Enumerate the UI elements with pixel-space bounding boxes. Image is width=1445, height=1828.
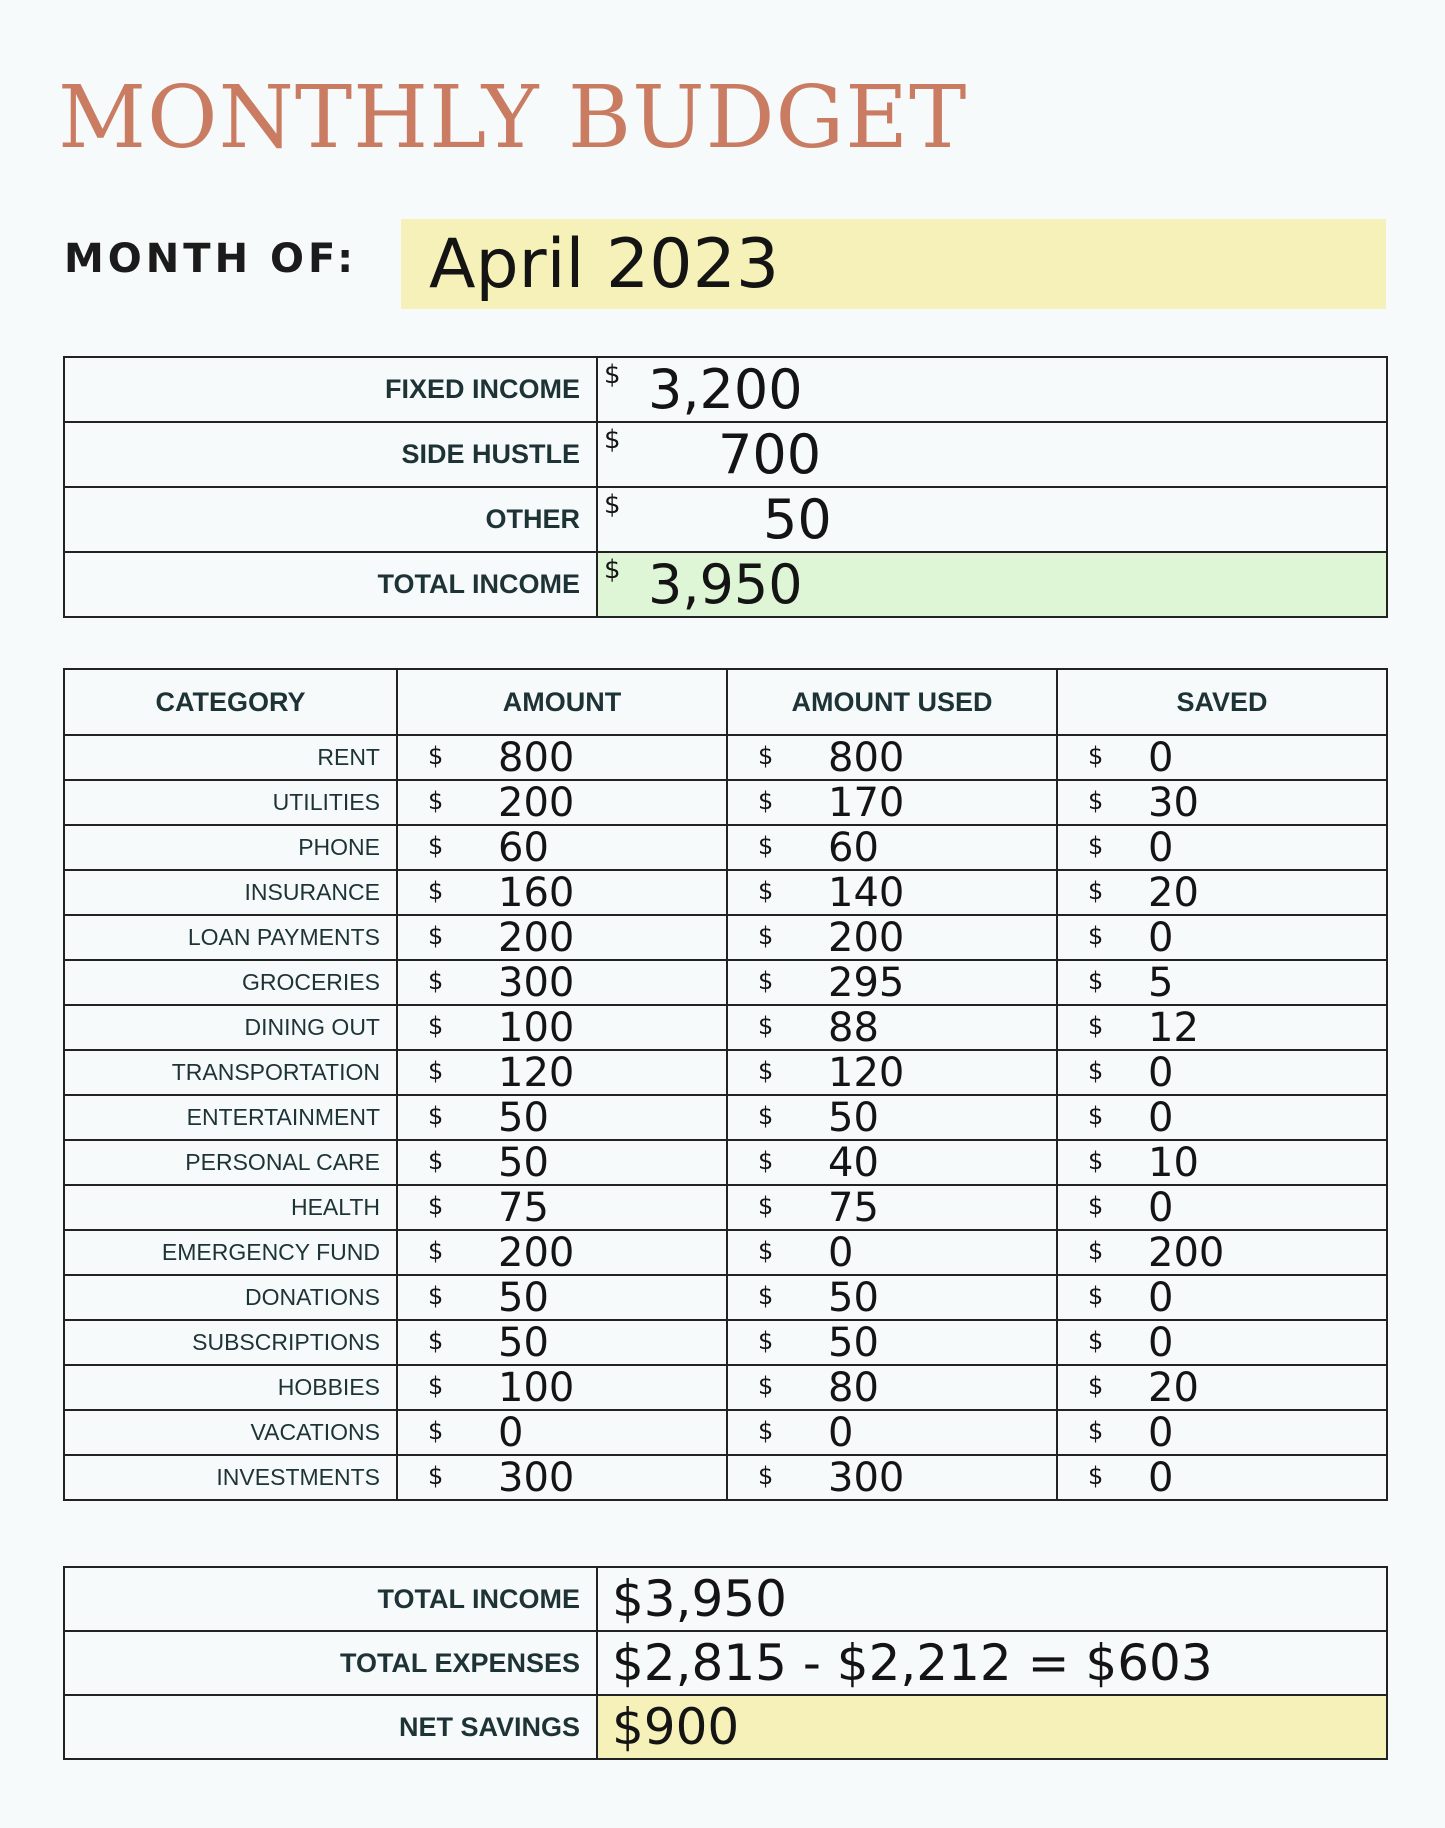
dollar-sign: $	[758, 1147, 774, 1175]
summary-table	[63, 1566, 1388, 1760]
category-label: RENT	[64, 735, 397, 780]
dollar-sign: $	[1088, 1282, 1104, 1310]
summary-row-net-savings	[64, 1695, 1387, 1759]
dollar-sign: $	[428, 1192, 444, 1220]
category-label: TRANSPORTATION	[64, 1050, 397, 1095]
expense-row	[64, 1095, 1387, 1140]
saved-field[interactable]	[1057, 1320, 1387, 1365]
used-field[interactable]	[727, 1275, 1057, 1320]
amount-field[interactable]	[397, 825, 727, 870]
category-label: EMERGENCY FUND	[64, 1230, 397, 1275]
saved-field[interactable]	[1057, 1185, 1387, 1230]
expense-row	[64, 1410, 1387, 1455]
dollar-sign: $	[604, 490, 621, 520]
amount-value: 50	[498, 1319, 549, 1366]
used-field[interactable]	[727, 1320, 1057, 1365]
expense-row	[64, 1365, 1387, 1410]
summary-label: NET SAVINGS	[64, 1695, 597, 1759]
used-value: 88	[828, 1004, 879, 1051]
saved-field[interactable]	[1057, 960, 1387, 1005]
expense-rows	[64, 735, 1387, 1500]
dollar-sign: $	[428, 1462, 444, 1490]
category-label: INVESTMENTS	[64, 1455, 397, 1500]
dollar-sign: $	[758, 742, 774, 770]
income-value-field[interactable]	[597, 357, 1387, 422]
dollar-sign: $	[758, 1057, 774, 1085]
saved-field[interactable]	[1057, 1230, 1387, 1275]
amount-field[interactable]	[397, 1455, 727, 1500]
summary-label: TOTAL EXPENSES	[64, 1631, 597, 1695]
dollar-sign: $	[758, 967, 774, 995]
summary-value: $3,950	[612, 1570, 787, 1628]
dollar-sign: $	[428, 832, 444, 860]
summary-value: $900	[612, 1698, 740, 1756]
summary-value-field[interactable]	[597, 1631, 1387, 1695]
income-label: TOTAL INCOME	[64, 552, 597, 617]
dollar-sign: $	[604, 360, 621, 390]
used-field[interactable]	[727, 915, 1057, 960]
dollar-sign: $	[758, 1327, 774, 1355]
dollar-sign: $	[1088, 1057, 1104, 1085]
net-savings-field[interactable]	[597, 1695, 1387, 1759]
amount-value: 160	[498, 869, 575, 916]
saved-value: 10	[1148, 1139, 1199, 1186]
expense-row	[64, 1005, 1387, 1050]
income-row-total	[64, 552, 1387, 617]
used-value: 140	[828, 869, 905, 916]
dollar-sign: $	[428, 1057, 444, 1085]
expense-row	[64, 735, 1387, 780]
amount-value: 60	[498, 824, 549, 871]
expense-row	[64, 960, 1387, 1005]
saved-field[interactable]	[1057, 1140, 1387, 1185]
used-field[interactable]	[727, 1365, 1057, 1410]
used-field[interactable]	[727, 870, 1057, 915]
category-label: PERSONAL CARE	[64, 1140, 397, 1185]
header-saved: SAVED	[1057, 669, 1387, 735]
amount-value: 50	[498, 1094, 549, 1141]
summary-label: TOTAL INCOME	[64, 1567, 597, 1631]
dollar-sign: $	[428, 1372, 444, 1400]
dollar-sign: $	[428, 1147, 444, 1175]
dollar-sign: $	[1088, 742, 1104, 770]
saved-value: 0	[1148, 1409, 1174, 1456]
dollar-sign: $	[758, 1282, 774, 1310]
dollar-sign: $	[428, 1237, 444, 1265]
month-label: MONTH OF:	[64, 236, 358, 282]
category-label: DINING OUT	[64, 1005, 397, 1050]
summary-value-field[interactable]	[597, 1567, 1387, 1631]
dollar-sign: $	[758, 832, 774, 860]
saved-value: 5	[1148, 959, 1174, 1006]
category-label: PHONE	[64, 825, 397, 870]
saved-value: 0	[1148, 1274, 1174, 1321]
income-table	[63, 356, 1388, 618]
dollar-sign: $	[1088, 922, 1104, 950]
amount-value: 300	[498, 959, 575, 1006]
used-value: 300	[828, 1454, 905, 1501]
dollar-sign: $	[428, 1327, 444, 1355]
expense-row	[64, 780, 1387, 825]
dollar-sign: $	[758, 787, 774, 815]
dollar-sign: $	[1088, 1012, 1104, 1040]
saved-value: 0	[1148, 1049, 1174, 1096]
saved-field[interactable]	[1057, 1275, 1387, 1320]
expense-row	[64, 870, 1387, 915]
expense-header-row	[64, 669, 1387, 735]
used-value: 170	[828, 779, 905, 826]
income-row-side-hustle	[64, 422, 1387, 487]
category-label: SUBSCRIPTIONS	[64, 1320, 397, 1365]
used-field[interactable]	[727, 735, 1057, 780]
dollar-sign: $	[428, 742, 444, 770]
category-label: HOBBIES	[64, 1365, 397, 1410]
dollar-sign: $	[1088, 1372, 1104, 1400]
summary-row-expenses	[64, 1631, 1387, 1695]
dollar-sign: $	[428, 967, 444, 995]
income-label: OTHER	[64, 487, 597, 552]
used-field[interactable]	[727, 1410, 1057, 1455]
amount-field[interactable]	[397, 1005, 727, 1050]
amount-field[interactable]	[397, 1410, 727, 1455]
saved-field[interactable]	[1057, 1095, 1387, 1140]
amount-field[interactable]	[397, 1230, 727, 1275]
income-value-field[interactable]	[597, 422, 1387, 487]
amount-field[interactable]	[397, 1140, 727, 1185]
income-row-fixed	[64, 357, 1387, 422]
saved-value: 30	[1148, 779, 1199, 826]
saved-value: 12	[1148, 1004, 1199, 1051]
saved-value: 0	[1148, 824, 1174, 871]
amount-field[interactable]	[397, 735, 727, 780]
dollar-sign: $	[1088, 1147, 1104, 1175]
expense-row	[64, 915, 1387, 960]
used-value: 0	[828, 1229, 854, 1276]
used-field[interactable]	[727, 1005, 1057, 1050]
dollar-sign: $	[1088, 832, 1104, 860]
expense-row	[64, 1230, 1387, 1275]
dollar-sign: $	[1088, 787, 1104, 815]
saved-value: 20	[1148, 869, 1199, 916]
used-value: 80	[828, 1364, 879, 1411]
header-category: CATEGORY	[64, 669, 397, 735]
amount-field[interactable]	[397, 1320, 727, 1365]
category-label: ENTERTAINMENT	[64, 1095, 397, 1140]
dollar-sign: $	[1088, 1462, 1104, 1490]
dollar-sign: $	[604, 555, 621, 585]
dollar-sign: $	[758, 1192, 774, 1220]
saved-value: 0	[1148, 734, 1174, 781]
saved-value: 0	[1148, 1094, 1174, 1141]
amount-value: 200	[498, 914, 575, 961]
saved-field[interactable]	[1057, 1005, 1387, 1050]
saved-value: 0	[1148, 914, 1174, 961]
amount-field[interactable]	[397, 870, 727, 915]
income-value: 3,950	[648, 553, 803, 616]
dollar-sign: $	[758, 1417, 774, 1445]
category-label: DONATIONS	[64, 1275, 397, 1320]
used-value: 60	[828, 824, 879, 871]
dollar-sign: $	[758, 1102, 774, 1130]
used-value: 75	[828, 1184, 879, 1231]
category-label: UTILITIES	[64, 780, 397, 825]
header-amount: AMOUNT	[397, 669, 727, 735]
saved-field[interactable]	[1057, 915, 1387, 960]
income-value: 3,200	[648, 358, 803, 421]
used-value: 200	[828, 914, 905, 961]
dollar-sign: $	[1088, 1417, 1104, 1445]
category-label: LOAN PAYMENTS	[64, 915, 397, 960]
saved-value: 0	[1148, 1319, 1174, 1366]
used-field[interactable]	[727, 1230, 1057, 1275]
summary-row-income	[64, 1567, 1387, 1631]
saved-field[interactable]	[1057, 870, 1387, 915]
amount-value: 300	[498, 1454, 575, 1501]
saved-value: 0	[1148, 1454, 1174, 1501]
income-value: 50	[763, 488, 832, 551]
used-value: 120	[828, 1049, 905, 1096]
saved-field[interactable]	[1057, 735, 1387, 780]
used-value: 50	[828, 1319, 879, 1366]
saved-field[interactable]	[1057, 780, 1387, 825]
amount-field[interactable]	[397, 1275, 727, 1320]
income-value: 700	[718, 423, 822, 486]
category-label: VACATIONS	[64, 1410, 397, 1455]
saved-value: 0	[1148, 1184, 1174, 1231]
saved-value: 200	[1148, 1229, 1225, 1276]
dollar-sign: $	[758, 1237, 774, 1265]
dollar-sign: $	[428, 1417, 444, 1445]
amount-field[interactable]	[397, 1050, 727, 1095]
amount-value: 50	[498, 1274, 549, 1321]
category-label: GROCERIES	[64, 960, 397, 1005]
dollar-sign: $	[428, 922, 444, 950]
dollar-sign: $	[1088, 1102, 1104, 1130]
used-field[interactable]	[727, 780, 1057, 825]
dollar-sign: $	[428, 787, 444, 815]
used-field[interactable]	[727, 1050, 1057, 1095]
dollar-sign: $	[1088, 1237, 1104, 1265]
header-amount-used: AMOUNT USED	[727, 669, 1057, 735]
dollar-sign: $	[1088, 1192, 1104, 1220]
dollar-sign: $	[758, 922, 774, 950]
expense-row	[64, 825, 1387, 870]
category-label: INSURANCE	[64, 870, 397, 915]
month-value: April 2023	[429, 225, 780, 304]
saved-field[interactable]	[1057, 1455, 1387, 1500]
used-field[interactable]	[727, 825, 1057, 870]
used-value: 0	[828, 1409, 854, 1456]
income-row-other	[64, 487, 1387, 552]
saved-value: 20	[1148, 1364, 1199, 1411]
income-label: FIXED INCOME	[64, 357, 597, 422]
used-value: 40	[828, 1139, 879, 1186]
month-field[interactable]	[401, 219, 1386, 309]
dollar-sign: $	[758, 1372, 774, 1400]
used-value: 50	[828, 1274, 879, 1321]
amount-value: 120	[498, 1049, 575, 1096]
amount-value: 800	[498, 734, 575, 781]
expense-row	[64, 1320, 1387, 1365]
expense-row	[64, 1050, 1387, 1095]
used-field[interactable]	[727, 1140, 1057, 1185]
amount-value: 75	[498, 1184, 549, 1231]
saved-field[interactable]	[1057, 1410, 1387, 1455]
amount-value: 200	[498, 779, 575, 826]
used-value: 50	[828, 1094, 879, 1141]
amount-field[interactable]	[397, 1095, 727, 1140]
amount-field[interactable]	[397, 1185, 727, 1230]
amount-field[interactable]	[397, 960, 727, 1005]
expense-row	[64, 1275, 1387, 1320]
dollar-sign: $	[428, 1012, 444, 1040]
income-value-field[interactable]	[597, 487, 1387, 552]
amount-value: 0	[498, 1409, 524, 1456]
amount-field[interactable]	[397, 780, 727, 825]
dollar-sign: $	[758, 1462, 774, 1490]
amount-value: 100	[498, 1004, 575, 1051]
dollar-sign: $	[428, 1102, 444, 1130]
expense-row	[64, 1140, 1387, 1185]
saved-field[interactable]	[1057, 1050, 1387, 1095]
saved-field[interactable]	[1057, 825, 1387, 870]
amount-value: 200	[498, 1229, 575, 1276]
expense-row	[64, 1185, 1387, 1230]
dollar-sign: $	[1088, 967, 1104, 995]
dollar-sign: $	[1088, 877, 1104, 905]
used-field[interactable]	[727, 1455, 1057, 1500]
used-field[interactable]	[727, 1185, 1057, 1230]
used-field[interactable]	[727, 1095, 1057, 1140]
used-field[interactable]	[727, 960, 1057, 1005]
amount-field[interactable]	[397, 1365, 727, 1410]
used-value: 800	[828, 734, 905, 781]
dollar-sign: $	[1088, 1327, 1104, 1355]
dollar-sign: $	[428, 1282, 444, 1310]
amount-field[interactable]	[397, 915, 727, 960]
saved-field[interactable]	[1057, 1365, 1387, 1410]
category-label: HEALTH	[64, 1185, 397, 1230]
summary-value: $2,815 - $2,212 = $603	[612, 1634, 1213, 1692]
total-income-field[interactable]	[597, 552, 1387, 617]
dollar-sign: $	[604, 425, 621, 455]
amount-value: 50	[498, 1139, 549, 1186]
dollar-sign: $	[758, 1012, 774, 1040]
expense-table	[63, 668, 1388, 1501]
page-title: MONTHLY BUDGET	[58, 68, 968, 168]
dollar-sign: $	[758, 877, 774, 905]
income-label: SIDE HUSTLE	[64, 422, 597, 487]
dollar-sign: $	[428, 877, 444, 905]
used-value: 295	[828, 959, 905, 1006]
amount-value: 100	[498, 1364, 575, 1411]
expense-row	[64, 1455, 1387, 1500]
